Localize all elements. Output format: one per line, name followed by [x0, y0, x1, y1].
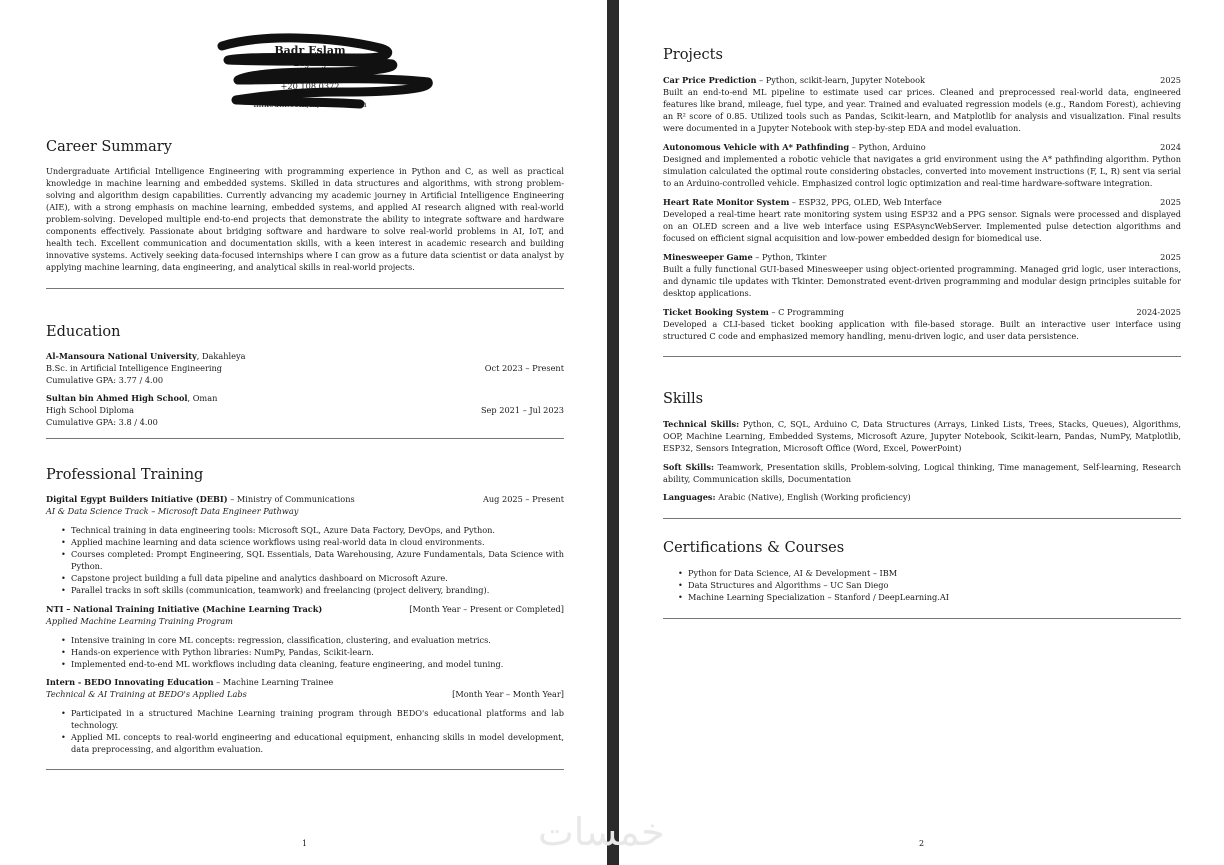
section-title: Professional Training [46, 467, 204, 483]
dates: [Month Year – Month Year] [452, 689, 564, 699]
gpa: Cumulative GPA: 3.77 / 4.00 [46, 375, 164, 385]
candidate-name: Badr Eslam [274, 44, 346, 57]
career-summary-text: Undergraduate Artificial Intelligence Engineering with programming experience in Python and C, as well as practical knowledge in machine learning and embedded systems. Skilled in data structures and algorithms, with strong problem-solving and algorithm design capabilities. Currently advancing my academic journey in Artificial Intelligence Engineering (AIE), with a strong emphasis on machine learning, embedded systems, and applied AI research aligned with real-world problem-solving. Developed multiple end-to-end projects that demonstrate the ability to integrate software and hardware components effectively. Passionate about bridging software and hardware to solve real-world problems in AI, IoT, and health tech. Excellent communication and documentation skills, with a keen interest in academic research and building innovative systems. Actively seeking data-focused internships where I can grow as a future data scientist or data analyst by applying machine learning, data engineering, and analytical skills in real-world projects. [46, 166, 564, 272]
watermark-logo: خمسات [538, 810, 665, 854]
training-item [46, 676, 564, 755]
gpa: Cumulative GPA: 3.8 / 4.00 [46, 417, 158, 427]
school-place: , Dakahleya [196, 351, 246, 361]
training-item [46, 493, 564, 596]
school-name: Al-Mansoura National University [46, 351, 197, 361]
project-item [663, 251, 1181, 299]
training-org: NTI – National Training Initiative (Machine Learning Track) [46, 604, 323, 614]
resume-page-1 [0, 0, 607, 865]
certification-item: • Python for Data Science, AI & Development – IBM [688, 567, 1181, 579]
bullet: • Intensive training in core ML concepts: regression, classification, clustering, and evaluation metrics. [71, 634, 564, 646]
bullet: • Implemented end-to-end ML workflows including data cleaning, feature engineering, and model tuning. [71, 658, 564, 670]
training-subtitle: AI & Data Science Track – Microsoft Data Engineer Pathway [46, 506, 299, 516]
bullet-list [46, 634, 564, 670]
section-title: Education [46, 324, 121, 340]
candidate-email: badr@gmail.com [274, 69, 346, 80]
dates: Aug 2025 – Present [482, 494, 564, 504]
bullet: • Participated in a structured Machine Learning training program through BEDO's educational platforms and lab technology. [71, 707, 564, 731]
project-tech: – Python, Arduino [849, 142, 926, 152]
technical-skills-text: Python, C, SQL, Arduino C, Data Structures (Arrays, Linked Lists, Trees, Stacks, Queues), Algorithms, OOP, Machine Learning, Embedded Systems, Microsoft Azure, Jupyter Notebook, Scikit-learn, Pandas, NumPy, Matplotlib, ESP32, Sensors Integration, Microsoft Office (Word, Excel, PowerPoint) [663, 419, 1181, 453]
certification-item: • Machine Learning Specialization – Stanford / DeepLearning.AI [688, 591, 1181, 603]
candidate-location: Zagazig [293, 58, 327, 68]
project-name: Ticket Booking System [663, 307, 769, 317]
training-org: Digital Egypt Builders Initiative (DEBI) [46, 494, 228, 504]
project-name: Car Price Prediction [663, 75, 757, 85]
project-year: 2025 [1160, 252, 1181, 262]
certification-item: • Data Structures and Algorithms – UC San Diego [688, 579, 1181, 591]
training-suffix: – Machine Learning Trainee [213, 677, 334, 687]
project-year: 2025 [1160, 197, 1181, 207]
divider [46, 288, 564, 289]
page-number: 2 [919, 839, 925, 848]
education-item [46, 392, 564, 428]
languages-label: Languages: [663, 492, 716, 502]
training-subtitle: Applied Machine Learning Training Program [46, 616, 233, 626]
projects-section [663, 46, 1181, 357]
degree: B.Sc. in Artificial Intelligence Engineering [46, 363, 223, 373]
training-section [46, 466, 564, 770]
certifications-section [663, 539, 1181, 619]
project-desc: Built an end-to-end ML pipeline to estimate used car prices. Cleaned and preprocessed real-world data, engineered features like brand, mileage, fuel type, and year. Trained and evaluated regression models (e.g., Random Forest), achieving an R² score of 0.85. Utilized tools such as Pandas, Scikit-learn, and Matplotlib for analysis and visualization. Final results were documented in a Jupyter Notebook with step-by-step EDA and model evaluation. [663, 87, 1181, 133]
bullet: • Parallel tracks in soft skills (communication, teamwork) and freelancing (project delivery, branding). [71, 584, 564, 596]
soft-skills [663, 461, 1181, 485]
training-suffix: – Ministry of Communications [227, 494, 355, 504]
training-item [46, 603, 564, 670]
project-name: Heart Rate Monitor System [663, 197, 790, 207]
bullet-list [46, 524, 564, 596]
project-year: 2024-2025 [1136, 307, 1181, 317]
candidate-phone: +20 108 0372 [280, 81, 340, 91]
career-summary-section [46, 138, 564, 289]
section-title: Certifications & Courses [663, 540, 845, 556]
soft-skills-label: Soft Skills: [663, 462, 715, 472]
section-title: Projects [663, 47, 723, 63]
resume-page-2 [619, 0, 1224, 865]
divider [663, 356, 1181, 357]
project-year: 2024 [1160, 142, 1181, 152]
project-name: Autonomous Vehicle with A* Pathfinding [663, 142, 850, 152]
school-name: Sultan bin Ahmed High School [46, 393, 188, 403]
training-subtitle: Technical & AI Training at BEDO's Applied Labs [46, 689, 247, 699]
school-place: , Oman [187, 393, 218, 403]
project-tech: – Python, Tkinter [752, 252, 827, 262]
divider [663, 518, 1181, 519]
bullet-list [46, 707, 564, 755]
dates: Oct 2023 – Present [484, 363, 564, 373]
project-item [663, 196, 1181, 244]
project-tech: – Python, scikit-learn, Jupyter Notebook [756, 75, 925, 85]
languages [663, 491, 1181, 503]
languages-text: Arabic (Native), English (Working proficiency) [718, 492, 911, 502]
project-tech: – C Programming [768, 307, 845, 317]
project-desc: Designed and implemented a robotic vehicle that navigates a grid environment using the A* pathfinding algorithm. Python simulation calculated the optimal route considering obstacles, converted into movement instructions (F, L, R) sent via serial to an Arduino-controlled vehicle. Emphasized control logic optimization and real-time hardware-software integration. [663, 154, 1181, 188]
degree: High School Diploma [46, 405, 135, 415]
section-title: Career Summary [46, 139, 172, 155]
project-item [663, 141, 1181, 189]
project-desc: Developed a CLI-based ticket booking application with file-based storage. Built an interactive user interface using structured C code and emphasized memory handling, menu-driven logic, and user data persistence. [663, 319, 1181, 341]
certification-list [663, 567, 1181, 603]
divider [46, 438, 564, 439]
project-year: 2025 [1160, 75, 1181, 85]
divider [663, 618, 1181, 619]
bullet: • Technical training in data engineering tools: Microsoft SQL, Azure Data Factory, DevOps, and Python. [71, 524, 564, 536]
project-tech: – ESP32, PPG, OLED, Web Interface [789, 197, 942, 207]
bullet: • Courses completed: Prompt Engineering, SQL Essentials, Data Warehousing, Azure Fundamentals, Data Science with Python. [71, 548, 564, 572]
bullet: • Applied ML concepts to real-world engineering and educational equipment, enhancing skills in model development, data preprocessing, and algorithm evaluation. [71, 731, 564, 755]
dates: [Month Year – Present or Completed] [409, 604, 564, 614]
technical-skills-label: Technical Skills: [663, 419, 740, 429]
skills-section [663, 390, 1181, 519]
project-desc: Developed a real-time heart rate monitoring system using ESP32 and a PPG sensor. Signals were processed and displayed on an OLED screen and a live web interface using ESPAsyncWebServer. Implemented pulse detection algorithms and focused on efficient signal acquisition and low-power embedded design for biomedical use. [663, 209, 1181, 243]
project-name: Minesweeper Game [663, 252, 753, 262]
dates: Sep 2021 – Jul 2023 [480, 405, 564, 415]
project-item [663, 74, 1181, 134]
redaction-scribble [0, 0, 607, 120]
divider [46, 769, 564, 770]
technical-skills [663, 418, 1181, 454]
candidate-linkedin: linkedin.com/in/badr-eslam [253, 98, 367, 109]
project-item [663, 306, 1181, 342]
soft-skills-text: Teamwork, Presentation skills, Problem-solving, Logical thinking, Time management, Self-learning, Research ability, Communication skills, Documentation [663, 462, 1182, 484]
project-desc: Built a fully functional GUI-based Minesweeper using object-oriented programming. Managed grid logic, user interactions, and dynamic tile updates with Tkinter. Demonstrated event-driven programming and modular design principles suitable for desktop applications. [663, 264, 1181, 298]
bullet: • Capstone project building a full data pipeline and analytics dashboard on Microsoft Azure. [71, 572, 564, 584]
education-item [46, 350, 564, 386]
education-section [46, 323, 564, 439]
section-title: Skills [663, 391, 704, 407]
training-org: Intern - BEDO Innovating Education [46, 677, 214, 687]
bullet: • Applied machine learning and data science workflows using real-world data in cloud environments. [71, 536, 564, 548]
page-number: 1 [302, 839, 308, 848]
bullet: • Hands-on experience with Python libraries: NumPy, Pandas, Scikit-learn. [71, 646, 564, 658]
